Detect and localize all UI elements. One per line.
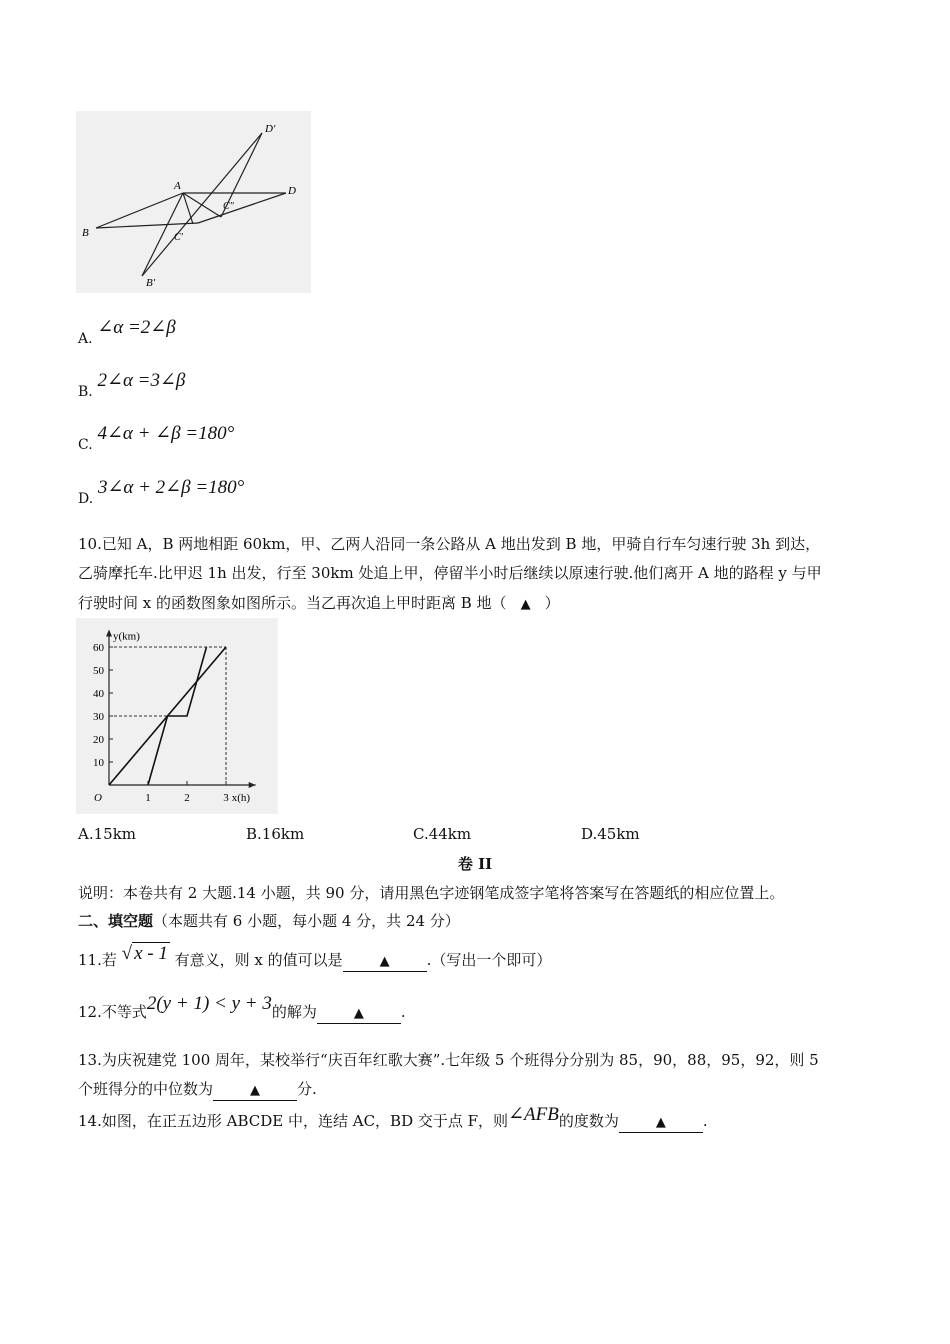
q10-graph-figure	[76, 618, 278, 814]
q14-answer-blank[interactable]	[619, 1112, 703, 1133]
q9-option-a[interactable]	[78, 316, 176, 347]
q14-suffix: .	[702, 1112, 708, 1130]
answer-mark: ▲	[379, 954, 390, 969]
y-tick-label: 50	[93, 665, 104, 677]
q9-option-d[interactable]	[78, 476, 245, 507]
q11-prefix: 11.若	[78, 951, 117, 969]
label-d-prime: D′	[265, 123, 276, 135]
x-tick-label: 3	[223, 792, 229, 804]
q11-radicand: x - 1	[134, 943, 168, 964]
q12-prefix: 12.不等式	[78, 1003, 147, 1021]
label-a: A	[174, 180, 181, 192]
option-expression: 2∠α =3∠β	[97, 370, 186, 391]
q9-figure-svg	[76, 111, 311, 293]
q12-suffix: .	[400, 1003, 406, 1021]
q11-middle: 有意义，则 x 的值可以是	[174, 951, 343, 969]
q13-answer-blank[interactable]	[213, 1080, 297, 1101]
y-axis-arrow	[106, 630, 112, 637]
question-12	[78, 993, 406, 1021]
label-c-prime: C′	[174, 232, 183, 243]
x-axis-label: x(h)	[231, 792, 251, 804]
origin-label: O	[94, 792, 102, 804]
option-letter: A.	[78, 331, 93, 347]
q10-option-b[interactable]: B.16km	[246, 825, 305, 843]
q12-answer-blank[interactable]	[317, 1003, 401, 1024]
label-b-prime: B′	[146, 277, 156, 289]
question-14	[78, 1103, 708, 1130]
option-expression: 3∠α + 2∠β =180°	[97, 477, 245, 498]
q14-angle: ∠AFB	[508, 1104, 559, 1125]
q11-suffix: .（写出一个即可）	[426, 951, 552, 969]
section-heading	[78, 910, 460, 931]
option-letter: C.	[78, 437, 93, 453]
q10-line-3	[78, 592, 560, 613]
q13-prefix: 个班得分的中位数为	[78, 1080, 214, 1098]
section-title: 卷 II	[457, 855, 493, 873]
sqrt-sign: √	[121, 943, 133, 964]
q12-expression: 2(y + 1) < y + 3	[146, 993, 272, 1014]
q10-option-c[interactable]: C.44km	[413, 825, 472, 843]
q11-radical	[122, 943, 170, 965]
x-tick-label: 2	[184, 792, 190, 804]
section-note: 说明：本卷共有 2 大题.14 小题，共 90 分，请用黑色字迹钢笔成签字笔将答案写在答题纸的相应位置上。	[78, 884, 785, 902]
q14-prefix: 14.如图，在正五边形 ABCDE 中，连结 AC，BD 交于点 F，则	[78, 1112, 509, 1130]
answer-mark: ▲	[655, 1115, 666, 1130]
q10-line-1: 10.已知 A，B 两地相距 60km，甲、乙两人沿同一条公路从 A 地出发到 B 地，甲骑自行车匀速行驶 3h 到达，	[78, 535, 821, 553]
y-tick-label: 20	[93, 734, 104, 746]
answer-mark: ▲	[520, 597, 531, 612]
q11-answer-blank[interactable]	[343, 951, 427, 972]
option-letter: B.	[78, 384, 93, 400]
label-b: B	[82, 227, 89, 239]
option-expression: ∠α =2∠β	[97, 317, 176, 338]
q10-line-2: 乙骑摩托车.比甲迟 1h 出发，行至 30km 处追上甲，停留半小时后继续以原速行驶.他们离开 A 地的路程 y 与甲	[78, 564, 822, 582]
label-d: D	[288, 185, 296, 197]
x-axis-arrow	[249, 782, 256, 788]
question-11	[78, 943, 552, 969]
section-heading-bold: 二、填空题	[78, 912, 154, 930]
answer-mark: ▲	[250, 1083, 261, 1098]
y-tick-label: 60	[93, 642, 104, 654]
y-tick-label: 10	[93, 757, 104, 769]
q9-geometry-figure	[76, 111, 311, 293]
q14-middle: 的度数为	[558, 1112, 619, 1130]
option-expression: 4∠α + ∠β =180°	[97, 423, 235, 444]
q9-option-c[interactable]	[78, 422, 235, 453]
q10-line-3-text: 行驶时间 x 的函数图象如图所示。当乙再次追上甲时距离 B 地（	[78, 594, 507, 612]
q13-suffix: 分.	[297, 1080, 317, 1098]
q10-option-d[interactable]: D.45km	[581, 825, 640, 843]
q13-line-1: 13.为庆祝建党 100 周年，某校举行“庆百年红歌大赛”.七年级 5 个班得分分别为 85，90，88，95，92，则 5	[78, 1051, 819, 1069]
y-axis-label: y(km)	[113, 630, 140, 643]
q12-middle: 的解为	[271, 1003, 317, 1021]
q13-line-2	[78, 1078, 317, 1101]
x-tick-label: 1	[145, 792, 151, 804]
y-tick-label: 30	[93, 711, 104, 723]
label-c-double-prime: C″	[223, 201, 234, 212]
section-heading-rest: （本题共有 6 小题，每小题 4 分，共 24 分）	[153, 912, 460, 930]
y-tick-label: 40	[93, 688, 104, 700]
answer-mark: ▲	[353, 1006, 364, 1021]
q10-option-a[interactable]: A.15km	[78, 825, 137, 843]
q10-chart-svg	[76, 618, 278, 814]
option-letter: D.	[78, 491, 94, 507]
q9-option-b[interactable]	[78, 369, 186, 400]
q10-close-paren: ）	[544, 594, 560, 612]
